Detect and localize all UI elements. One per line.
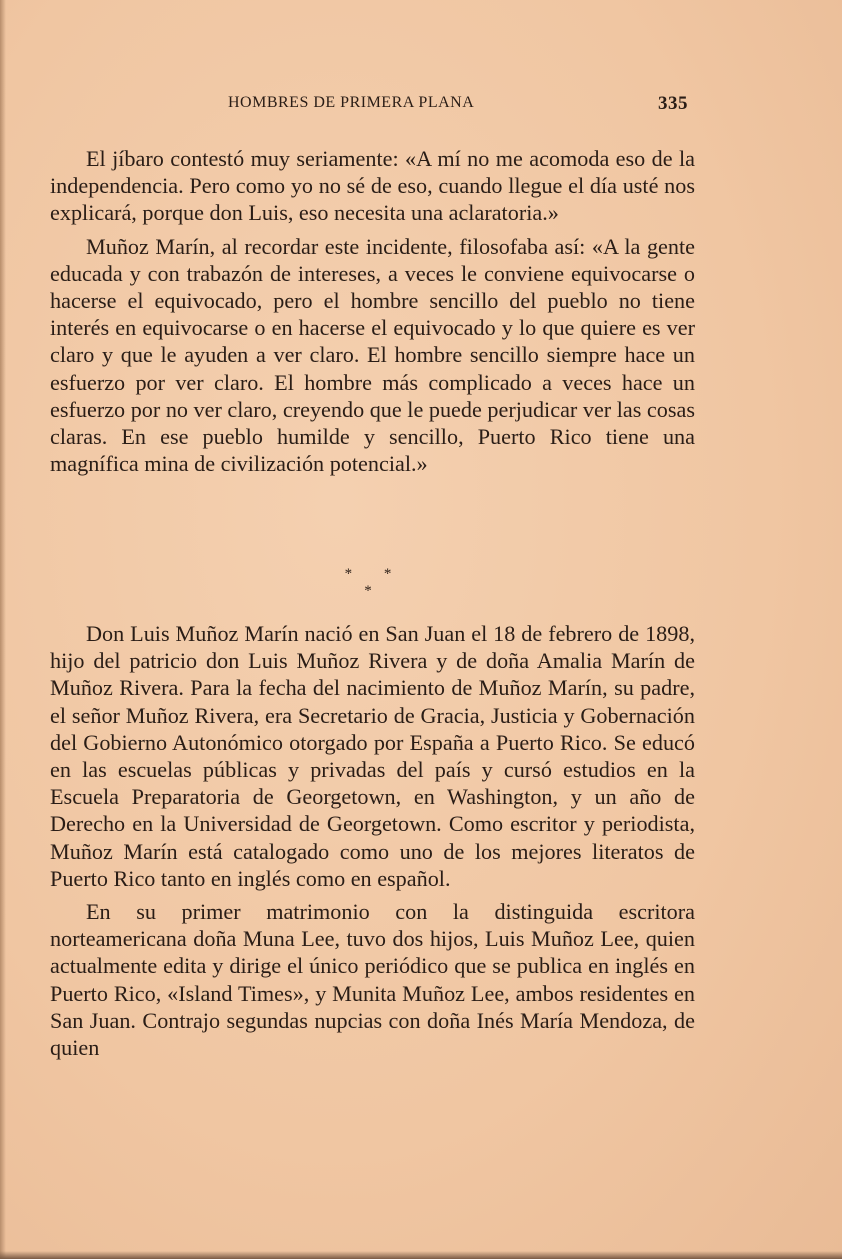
page-number: 335 bbox=[658, 93, 688, 114]
paragraph: El jíbaro contestó muy seriamente: «A mí no me acomoda eso de la independencia. Pero como yo no sé de eso, cuando llegue el día usté nos explicará, porque don Luis, eso necesita una aclaratoria.» bbox=[50, 146, 695, 226]
text-section-two bbox=[50, 620, 695, 1061]
running-title: HOMBRES DE PRIMERA PLANA bbox=[228, 94, 475, 111]
paragraph: En su primer matrimonio con la distinguida escritora norteamericana doña Muna Lee, tuvo dos hijos, Luis Muñoz Lee, quien actualmente edita y dirige el único periódico que se publica en inglés en Puerto Rico, «Island Times», y Munita Muñoz Lee, ambos residentes en San Juan. Contrajo segundas nupcias con doña Inés María Mendoza, de quien bbox=[50, 899, 695, 1061]
page-left-edge-shadow bbox=[0, 0, 6, 1259]
section-separator: * * * bbox=[344, 566, 406, 599]
paragraph: Muñoz Marín, al recordar este incidente, filosofaba así: «A la gente educada y con trabazón de intereses, a veces le conviene equivocarse o hacerse el equivocado, pero el hombre sencillo del pueblo no tiene interés en equivocarse o en hacerse el equivocado y lo que quiere es ver claro y que le ayuden a ver claro. El hombre sencillo siempre hace un esfuerzo por ver claro. El hombre más complicado a veces hace un esfuerzo por no ver claro, creyendo que le puede perjudicar ver las cosas claras. En ese pueblo humilde y sencillo, Puerto Rico tiene una magnífica mina de civilización potencial.» bbox=[50, 233, 695, 477]
text-section-one bbox=[50, 145, 695, 477]
paragraph: Don Luis Muñoz Marín nació en San Juan el 18 de febrero de 1898, hijo del patricio don Luis Muñoz Rivera y de doña Amalia Marín de Muñoz Rivera. Para la fecha del nacimiento de Muñoz Marín, su padre, el señor Muñoz Rivera, era Secretario de Gracia, Justicia y Gobernación del Gobierno Autonómico otorgado por España a Puerto Rico. Se educó en las escuelas públicas y privadas del país y cursó estudios en la Escuela Preparatoria de Georgetown, en Washington, y un año de Derecho en la Universidad de Georgetown. Como escritor y periodista, Muñoz Marín está catalogado como uno de los mejores literatos de Puerto Rico tanto en inglés como en español. bbox=[50, 621, 695, 891]
page-bottom-edge-shadow bbox=[0, 1251, 842, 1259]
